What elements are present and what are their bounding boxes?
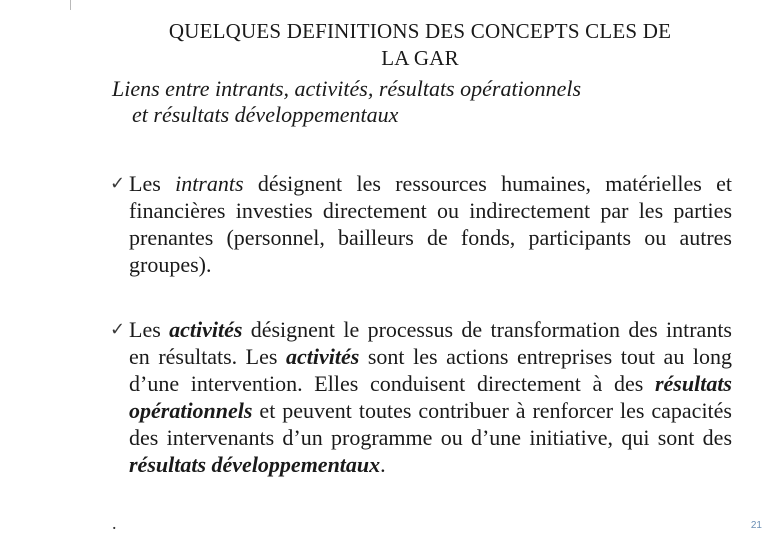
text-run: désignent les ressources humaines, matérielles et financières investies directement ou indirectement par les parties prenantes (personnel, bailleurs de fonds, participants ou autres groupes). (129, 171, 732, 277)
emphasis-term: résultats développementaux (129, 452, 381, 477)
checkmark-icon: ✓ (110, 319, 126, 340)
bullet-text (129, 170, 732, 278)
text-run: sont les actions entreprises tout au long d’une intervention. Elles conduisent directement à des (129, 344, 732, 396)
decorative-line (70, 0, 71, 10)
bullet-activites (110, 316, 732, 478)
emphasis-term: intrants (175, 171, 244, 196)
slide-subtitle-line-1: Liens entre intrants, activités, résultats opérationnels (112, 76, 582, 101)
text-run: et peuvent toutes contribuer à renforcer les capacités des intervenants d’un programme ou d’une initiative, qui sont des (129, 398, 732, 450)
emphasis-term: résultats opérationnels (129, 371, 732, 423)
text-run: désignent le processus de transformation des intrants en résultats. Les (129, 317, 732, 369)
text-run: . (380, 452, 386, 477)
bullet-text (129, 316, 732, 478)
bullet-intrants (110, 170, 732, 278)
text-run: Les (129, 171, 176, 196)
text-run: Les (129, 317, 170, 342)
page-number: 21 (750, 520, 762, 531)
checkmark-icon: ✓ (110, 173, 126, 194)
emphasis-term: activités (286, 344, 360, 369)
slide-title-line-1: QUELQUES DEFINITIONS DES CONCEPTS CLES DE (168, 19, 672, 43)
slide-subtitle-line-2: et résultats développementaux (132, 102, 399, 127)
slide-subtitle (112, 76, 752, 128)
emphasis-term: activités (169, 317, 243, 342)
slide-title (100, 18, 740, 72)
slide-title-line-2: LA GAR (381, 46, 459, 70)
trailing-dot: . (112, 513, 117, 533)
